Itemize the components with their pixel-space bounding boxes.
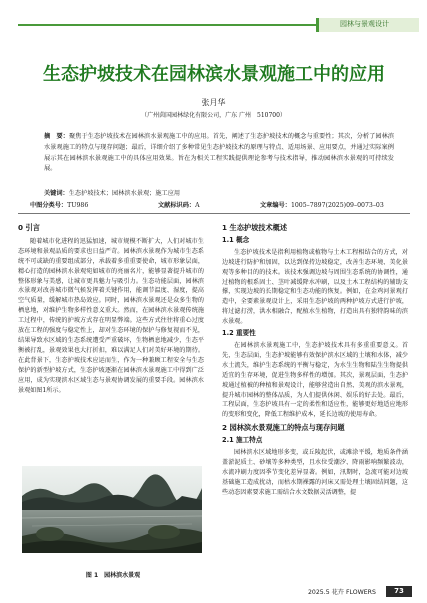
figure-caption: 图 1 园林滨水景观 bbox=[85, 572, 141, 579]
paragraph-concept: 生态护坡技术是指利用植物或植物与土木工程相结合的方式，对边坡进行防护和加固，以达到保持边坡稳定，改善生态环境、美化景观等多种目的的技术。该技术强调边坡与周围生态系统的协调性，通过植物的根系固土、茎叶减缓降水冲刷，以及土木工程结构的辅助支撑，实现边坡的长期稳定和生态功能的恢复。例如，在金鸡河景观打造中，全要素景观设计上，采用生态护坡的两种护坡方式进行护坡，将过滤打涝，洪水相融合，配植水生植物，打造出具有独特韵味的滨水景观。 bbox=[222, 248, 408, 326]
keywords-label: 关键词： bbox=[44, 190, 69, 197]
keywords bbox=[44, 188, 394, 197]
divider bbox=[18, 213, 410, 214]
heading-section-1-2: 1.2 重要性 bbox=[222, 329, 256, 338]
page-title: 生态护坡技术在园林滨水景观施工中的应用 bbox=[43, 64, 385, 85]
header-rule bbox=[18, 24, 318, 26]
page-footer bbox=[290, 586, 420, 597]
heading-section-1-1: 1.1 概念 bbox=[222, 235, 250, 244]
abstract bbox=[44, 132, 394, 175]
landscape-photo bbox=[22, 466, 202, 553]
column-name: 园林与景观设计 bbox=[340, 20, 389, 28]
paragraph-construction-features: 园林滨水区域地形多变，或丘陵起伏，或滩涂平缓，地质条件涵盖淤泥质土、砂壤等多种类型，且水位受潮汐、降雨影响频繁波动，水流冲刷力度因季节变化差异显著。例如，汛期时，急流可能对边坡基础施工造成扰动，而枯水期裸露的河床又需处理土壤固结问题，这些动态因素要求施工需结合水文数据灵活调整，提 bbox=[222, 449, 408, 496]
affiliation: （广州茵国园林绿化有限公司，广东 广州 510700） bbox=[141, 112, 286, 119]
heading-section-1: 1 生态护坡技术概述 bbox=[222, 223, 288, 232]
abstract-text: 聚焦于生态护坡技术在园林滨水景观施工中的应用。首先，阐述了生态护坡技术的概念与重要性；其次，分析了园林滨水景观施工的特点与现存问题；最后，详细介绍了多种常见生态护坡技术的原理与特点、适用场景、应用要点，并通过实际案例展示其在园林滨水景观施工中的具体应用效果。旨在为相关工程实践提供理论参考与技术指导，推动园林滨水景观的可持续发展。 bbox=[44, 133, 395, 173]
document-code: 文献标识码：A bbox=[158, 202, 200, 209]
right-column bbox=[222, 223, 408, 498]
author: 张月华 bbox=[201, 98, 226, 107]
keywords-text: 生态护坡技术；园林滨水景观；施工应用 bbox=[68, 190, 181, 197]
issue-label: 2025.5 花卉 FLOWERS bbox=[308, 589, 376, 596]
page-number: 73 bbox=[386, 586, 412, 597]
heading-section-2: 2 园林滨水景观施工的特点与现存问题 bbox=[222, 423, 345, 433]
paragraph-importance: 在园林滨水景观施工中，生态护坡技术具有多重重要意义。首先，生态层面，生态护坡能够有效保护滨水区域的土壤和水体，减少水土流失，维护生态系统的平衡与稳定，为水生生物和陆生生物提供适宜的生存环境，促进生物多样性的增加。其次，景观层面，生态护坡通过植被的种植和景观设计，能够营造出自然、美观的滨水景观，提升城市园林的整体品质，为人们提供休闲、娱乐的好去处。最后，工程层面，生态护坡具有一定的柔性和适应性，能够更好地适应地形的变形和变化，降低工程维护成本，延长边坡的使用寿命。 bbox=[222, 341, 408, 419]
abstract-label: 摘 要： bbox=[44, 133, 70, 140]
heading-section-2-1: 2.1 施工特点 bbox=[222, 436, 263, 445]
paragraph-introduction: 随着城市化进程的迅猛加速，城市规模不断扩大，人们对城市生态环境和景观品质的要求也日益严苛。园林滨水景观作为城市生态系统不可或缺的重要组成部分，承载着多重重要使命，城市形象层面，精心打造的园林滨水景观宛如城市的亮丽名片，能够显著提升城市的整体形象与美感，让城市更具魅力与吸引力。生态功能层面，园林滨水景观对改善城市微气候发挥着关键作用，能调节温度、湿度，提高空气质量，缓解城市热岛效应。同时，园林滨水景观还是众多生物的栖息地，对维护生物多样性意义重大。然而，在园林滨水景观传统施工过程中，传统的护坡方式存在明显弊端。这些方式往往将重心过度放在工程的强度与稳定性上，却对生态环境的保护与修复视而不见，结果导致水区域的生态系统遭受严重破坏，生物栖息地减少，生态平衡被打乱，景观效果也大打折扣，难以满足人们对美好环境的期待。在此背景下，生态护坡技术应运而生，作为一种兼顾工程安全与生态保护的新型护坡方式，生态护坡逐渐在园林滨水景观施工中得到广泛应用，成为实现滨水区域生态与景观协调发展的重要手段。园林滨水景观如图1所示。 bbox=[18, 237, 204, 394]
article-number: 文章编号：1005–7897(2025)09–0073–03 bbox=[260, 202, 384, 209]
figure-waterfront-landscape bbox=[22, 466, 202, 553]
heading-introduction: 0 引言 bbox=[18, 223, 40, 232]
left-column bbox=[18, 223, 204, 395]
clc-number: 中图分类号：TU986 bbox=[30, 202, 89, 209]
